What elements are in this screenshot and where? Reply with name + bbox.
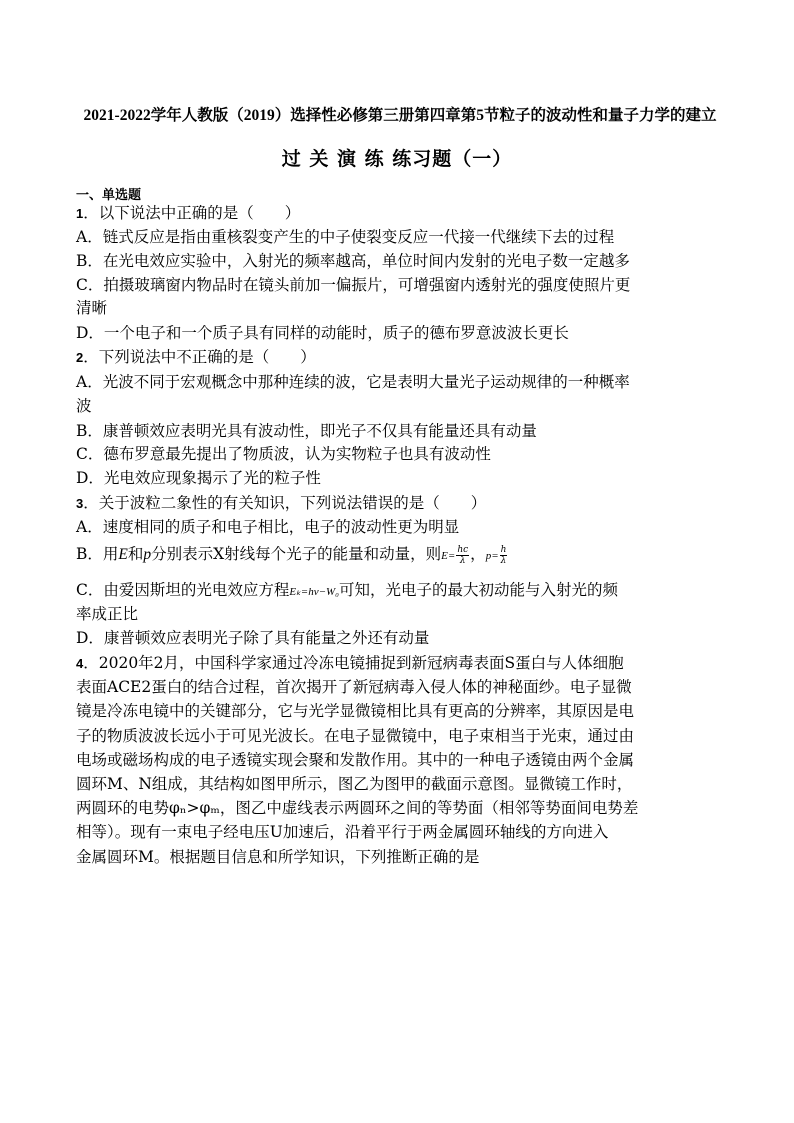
question-2-option-a: A．光波不同于宏观概念中那种连续的波，它是表明大量光子运动规律的一种概率 — [76, 373, 630, 391]
question-3-option-c: C．由爱因斯坦的光电效应方程Eₖ=hν−W₀可知，光电子的最大初动能与入射光的频 — [76, 581, 619, 599]
formula-momentum-lhs: p= — [485, 550, 499, 562]
document-title: 2021-2022学年人教版（2019）选择性必修第三册第四章第5节粒子的波动性和量子力学的建立 — [83, 107, 717, 124]
question-text: ．关于波粒二象性的有关知识，下列说法错误的是（ ） — [83, 494, 487, 512]
question-4-line-3: 镜是冷冻电镜中的关键部分，它与光学显微镜相比具有更高的分辨率，其原因是电 — [76, 702, 635, 720]
question-number: 4 — [76, 656, 84, 671]
question-3-stem — [76, 493, 486, 514]
question-4-line-9: 金属圆环M。根据题目信息和所学知识，下列推断正确的是 — [76, 848, 480, 866]
question-4-line-6: 圆环M、N组成，其结构如图甲所示，图乙为图甲的截面示意图。显微镜工作时， — [76, 775, 633, 793]
question-4-line-2: 表面ACE2蛋白的结合过程，首次揭开了新冠病毒入侵人体的神秘面纱。电子显微 — [76, 678, 632, 696]
question-1-option-c-continued: 清晰 — [76, 299, 108, 317]
question-1-stem — [76, 203, 300, 224]
formula-energy-fraction: $\frac{hc}{\lambda}$ — [457, 544, 469, 566]
question-2-stem — [76, 347, 316, 368]
question-1-option-d: D．一个电子和一个质子具有同样的动能时，质子的德布罗意波波长更长 — [76, 324, 569, 342]
formula-momentum-fraction: $\frac{h}{\lambda}$ — [500, 544, 507, 566]
question-3-option-d: D．康普顿效应表明光子除了具有能量之外还有动量 — [76, 629, 430, 647]
question-4-line-5: 电场或磁场构成的电子透镜实现会聚和发散作用。其中的一种电子透镜由两个金属 — [76, 751, 635, 769]
question-text: ．2020年2月，中国科学家通过冷冻电镜捕捉到新冠病毒表面S蛋白与人体细胞 — [83, 654, 624, 672]
question-number: 3 — [76, 496, 84, 511]
formula-energy-lhs: E= — [441, 550, 456, 562]
question-4-line-8: 相等）。现有一束电子经电压U加速后，沿着平行于两金属圆环轴线的方向进入 — [76, 823, 609, 841]
question-text: ．下列说法中不正确的是（ ） — [83, 348, 316, 366]
question-2-option-b: B．康普顿效应表明光具有波动性，即光子不仅具有能量还具有动量 — [76, 422, 537, 440]
question-number: 2 — [76, 350, 84, 365]
question-4-line-7: 两圆环的电势φₙ>φₘ，图乙中虚线表示两圆环之间的等势面（相邻等势面间电势差 — [76, 799, 639, 817]
photoelectric-equation: Eₖ=hν−W₀ — [289, 586, 339, 598]
question-3-option-a: A．速度相同的质子和电子相比，电子的波动性更为明显 — [76, 518, 460, 536]
question-3-option-c-continued: 率成正比 — [76, 605, 139, 623]
question-4-line-1 — [76, 653, 624, 674]
question-1-option-c: C．拍摄玻璃窗内物品时在镜头前加一偏振片，可增强窗内透射光的强度使照片更 — [76, 276, 631, 294]
question-text: ．以下说法中正确的是（ ） — [83, 204, 301, 222]
question-2-option-d: D．光电效应现象揭示了光的粒子性 — [76, 469, 321, 487]
energy-symbol: E — [118, 546, 128, 563]
question-2-option-a-continued: 波 — [76, 397, 92, 415]
question-1-option-b: B．在光电效应实验中，入射光的频率越高，单位时间内发射的光电子数一定越多 — [76, 252, 630, 270]
question-2-option-c: C．德布罗意最先提出了物质波，认为实物粒子也具有波动性 — [76, 445, 491, 463]
question-4-line-4: 子的物质波波长远小于可见光波长。在电子显微镜中，电子束相当于光束，通过由 — [76, 727, 635, 745]
question-3-option-b: B．用E和p分别表示X射线每个光子的能量和动量，则E= $\frac{hc}{\lambda}$ ，p= $\frac{h}{\lambda}$ — [76, 544, 507, 566]
document-subtitle: 过 关 演 练 练习题（一） — [281, 148, 513, 170]
question-1-option-a: A．链式反应是指由重核裂变产生的中子使裂变反应一代接一代继续下去的过程 — [76, 228, 615, 246]
momentum-symbol: p — [143, 546, 152, 563]
question-number: 1 — [76, 206, 84, 221]
section-heading: 一、单选题 — [76, 188, 142, 203]
